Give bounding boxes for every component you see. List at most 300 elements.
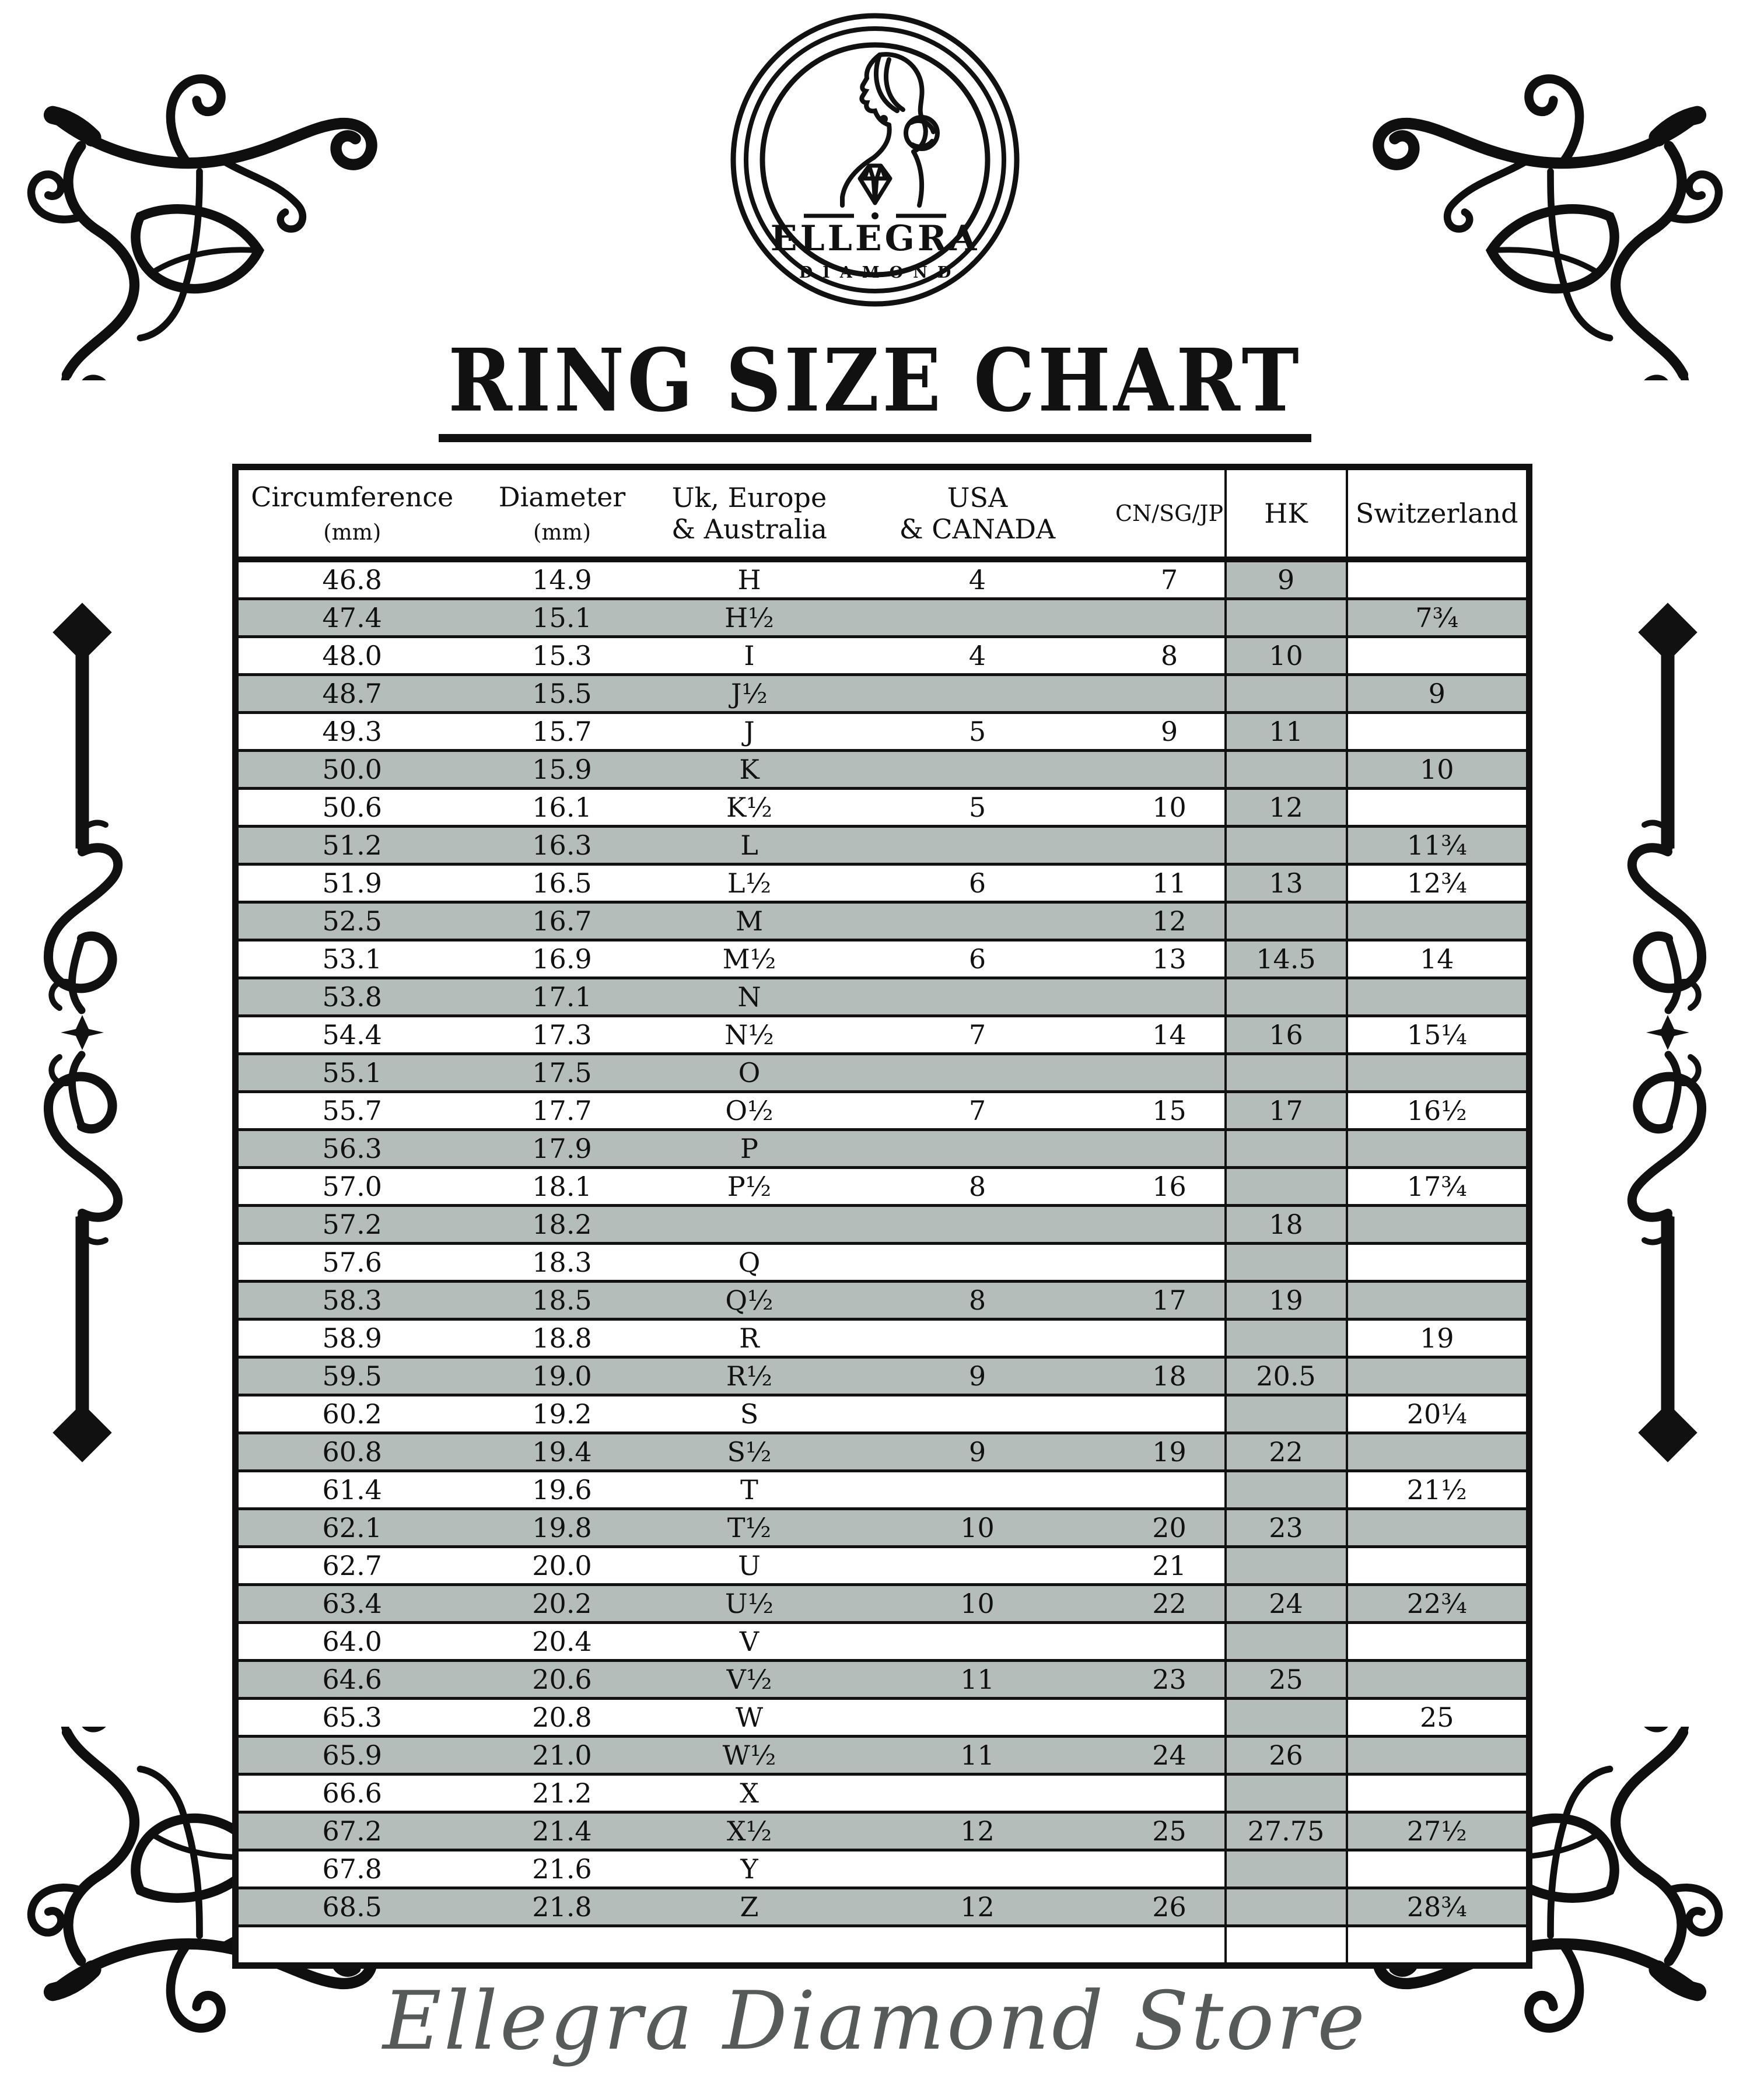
cell-switzerland: 28¾ xyxy=(1347,1888,1530,1926)
cell-uk-europe-australia: J½ xyxy=(659,675,841,713)
cell-cn-sg-jp xyxy=(1115,1623,1226,1661)
cell-hk xyxy=(1226,978,1347,1016)
cell-circumference-mm: 60.8 xyxy=(236,1433,466,1471)
cell-usa-canada: 10 xyxy=(841,1509,1115,1547)
cell-switzerland xyxy=(1347,1130,1530,1168)
table-row xyxy=(236,675,1530,713)
cell-diameter-mm: 20.2 xyxy=(466,1585,659,1623)
cell-circumference-mm: 67.2 xyxy=(236,1812,466,1850)
cell-uk-europe-australia: R xyxy=(659,1320,841,1357)
cell-cn-sg-jp xyxy=(1115,1206,1226,1244)
table-row xyxy=(236,1926,1530,1966)
cell-cn-sg-jp xyxy=(1115,1320,1226,1357)
cell-circumference-mm: 57.0 xyxy=(236,1168,466,1206)
table-row xyxy=(236,1812,1530,1850)
cell-switzerland: 21½ xyxy=(1347,1471,1530,1509)
cell-diameter-mm: 21.0 xyxy=(466,1737,659,1774)
cell-uk-europe-australia: L xyxy=(659,827,841,864)
cell-switzerland: 25 xyxy=(1347,1699,1530,1737)
cell-switzerland: 7¾ xyxy=(1347,599,1530,637)
cell-hk xyxy=(1226,1699,1347,1737)
table-row xyxy=(236,1244,1530,1282)
table-row xyxy=(236,1054,1530,1092)
cell-uk-europe-australia: W½ xyxy=(659,1737,841,1774)
cell-circumference-mm xyxy=(236,1926,466,1966)
cell-circumference-mm: 65.3 xyxy=(236,1699,466,1737)
cell-cn-sg-jp xyxy=(1115,599,1226,637)
cell-switzerland: 27½ xyxy=(1347,1812,1530,1850)
cell-circumference-mm: 59.5 xyxy=(236,1357,466,1395)
cell-uk-europe-australia: R½ xyxy=(659,1357,841,1395)
cell-switzerland xyxy=(1347,559,1530,599)
cell-circumference-mm: 52.5 xyxy=(236,902,466,940)
brand-logo xyxy=(729,12,1021,308)
cell-hk: 24 xyxy=(1226,1585,1347,1623)
cell-circumference-mm: 55.1 xyxy=(236,1054,466,1092)
cell-hk xyxy=(1226,1888,1347,1926)
cell-uk-europe-australia: S½ xyxy=(659,1433,841,1471)
cell-diameter-mm: 17.1 xyxy=(466,978,659,1016)
cell-uk-europe-australia: J xyxy=(659,713,841,751)
cell-usa-canada: 9 xyxy=(841,1433,1115,1471)
cell-cn-sg-jp: 11 xyxy=(1115,864,1226,902)
cell-cn-sg-jp xyxy=(1115,1244,1226,1282)
cell-cn-sg-jp: 8 xyxy=(1115,637,1226,675)
cell-cn-sg-jp: 9 xyxy=(1115,713,1226,751)
header-row xyxy=(236,467,1530,560)
header-diameter: Diameter (mm) xyxy=(466,467,659,560)
logo-brand-subtitle: DIAMOND xyxy=(799,264,961,282)
cell-hk: 13 xyxy=(1226,864,1347,902)
cell-usa-canada xyxy=(841,1926,1115,1966)
cell-circumference-mm: 68.5 xyxy=(236,1888,466,1926)
header-hk: HK xyxy=(1226,467,1347,560)
title-underline xyxy=(439,434,1311,442)
cell-cn-sg-jp: 15 xyxy=(1115,1092,1226,1130)
cell-switzerland: 20¼ xyxy=(1347,1395,1530,1433)
cell-usa-canada: 5 xyxy=(841,713,1115,751)
cell-cn-sg-jp: 24 xyxy=(1115,1737,1226,1774)
cell-hk: 14.5 xyxy=(1226,940,1347,978)
cell-hk xyxy=(1226,1320,1347,1357)
cell-circumference-mm: 48.7 xyxy=(236,675,466,713)
cell-usa-canada xyxy=(841,1206,1115,1244)
cell-switzerland xyxy=(1347,1661,1530,1699)
cell-circumference-mm: 58.3 xyxy=(236,1282,466,1320)
cell-diameter-mm: 18.3 xyxy=(466,1244,659,1282)
page-title: RING SIZE CHART xyxy=(448,330,1302,432)
cell-usa-canada xyxy=(841,1320,1115,1357)
cell-diameter-mm: 19.4 xyxy=(466,1433,659,1471)
cell-hk xyxy=(1226,1471,1347,1509)
cell-diameter-mm: 19.0 xyxy=(466,1357,659,1395)
cell-hk: 25 xyxy=(1226,1661,1347,1699)
cell-cn-sg-jp: 20 xyxy=(1115,1509,1226,1547)
cell-cn-sg-jp: 7 xyxy=(1115,559,1226,599)
cell-hk xyxy=(1226,599,1347,637)
cell-cn-sg-jp: 13 xyxy=(1115,940,1226,978)
cell-cn-sg-jp xyxy=(1115,675,1226,713)
cell-circumference-mm: 58.9 xyxy=(236,1320,466,1357)
cell-diameter-mm: 15.3 xyxy=(466,637,659,675)
table-row xyxy=(236,1320,1530,1357)
cell-uk-europe-australia xyxy=(659,1206,841,1244)
cell-usa-canada xyxy=(841,1130,1115,1168)
cell-switzerland xyxy=(1347,978,1530,1016)
cell-uk-europe-australia: U xyxy=(659,1547,841,1585)
cell-uk-europe-australia: L½ xyxy=(659,864,841,902)
cell-diameter-mm xyxy=(466,1926,659,1966)
cell-usa-canada: 10 xyxy=(841,1585,1115,1623)
cell-uk-europe-australia: N½ xyxy=(659,1016,841,1054)
cell-switzerland xyxy=(1347,1774,1530,1812)
cell-switzerland xyxy=(1347,1357,1530,1395)
cell-switzerland xyxy=(1347,1206,1530,1244)
cell-switzerland xyxy=(1347,1282,1530,1320)
cell-diameter-mm: 19.2 xyxy=(466,1395,659,1433)
cell-circumference-mm: 63.4 xyxy=(236,1585,466,1623)
cell-usa-canada: 12 xyxy=(841,1812,1115,1850)
table-body xyxy=(236,559,1530,1966)
cell-diameter-mm: 17.3 xyxy=(466,1016,659,1054)
cell-uk-europe-australia: W xyxy=(659,1699,841,1737)
table-row xyxy=(236,1661,1530,1699)
cell-diameter-mm: 17.5 xyxy=(466,1054,659,1092)
ring-size-table xyxy=(232,464,1532,1969)
cell-cn-sg-jp: 17 xyxy=(1115,1282,1226,1320)
cell-circumference-mm: 60.2 xyxy=(236,1395,466,1433)
header-circumference: Circumference (mm) xyxy=(236,467,466,560)
cell-usa-canada xyxy=(841,1623,1115,1661)
cell-usa-canada: 4 xyxy=(841,637,1115,675)
cell-hk xyxy=(1226,1547,1347,1585)
cell-hk: 11 xyxy=(1226,713,1347,751)
cell-diameter-mm: 19.8 xyxy=(466,1509,659,1547)
cell-diameter-mm: 21.4 xyxy=(466,1812,659,1850)
cell-usa-canada: 11 xyxy=(841,1737,1115,1774)
cell-switzerland xyxy=(1347,1433,1530,1471)
cell-usa-canada xyxy=(841,675,1115,713)
corner-flourish-top-left-icon xyxy=(13,30,386,380)
cell-cn-sg-jp: 10 xyxy=(1115,789,1226,827)
cell-hk xyxy=(1226,827,1347,864)
cell-diameter-mm: 16.9 xyxy=(466,940,659,978)
cell-uk-europe-australia: M xyxy=(659,902,841,940)
cell-circumference-mm: 54.4 xyxy=(236,1016,466,1054)
cell-circumference-mm: 46.8 xyxy=(236,559,466,599)
table-row xyxy=(236,1168,1530,1206)
logo-brand-name: ELLEGRA xyxy=(770,218,980,259)
cell-circumference-mm: 53.1 xyxy=(236,940,466,978)
table-row xyxy=(236,1282,1530,1320)
cell-switzerland xyxy=(1347,1509,1530,1547)
table-row xyxy=(236,559,1530,599)
cell-switzerland: 12¾ xyxy=(1347,864,1530,902)
cell-circumference-mm: 67.8 xyxy=(236,1850,466,1888)
cell-diameter-mm: 18.1 xyxy=(466,1168,659,1206)
cell-circumference-mm: 66.6 xyxy=(236,1774,466,1812)
side-divider-left-icon xyxy=(33,600,132,1510)
cell-hk: 16 xyxy=(1226,1016,1347,1054)
cell-cn-sg-jp: 19 xyxy=(1115,1433,1226,1471)
cell-circumference-mm: 61.4 xyxy=(236,1471,466,1509)
cell-hk xyxy=(1226,1850,1347,1888)
cell-usa-canada xyxy=(841,827,1115,864)
cell-usa-canada xyxy=(841,599,1115,637)
cell-uk-europe-australia: P xyxy=(659,1130,841,1168)
cell-usa-canada: 8 xyxy=(841,1282,1115,1320)
table-row xyxy=(236,1850,1530,1888)
table-row xyxy=(236,599,1530,637)
cell-cn-sg-jp xyxy=(1115,1054,1226,1092)
table-row xyxy=(236,1395,1530,1433)
cell-uk-europe-australia: Q xyxy=(659,1244,841,1282)
cell-usa-canada: 6 xyxy=(841,940,1115,978)
cell-switzerland xyxy=(1347,1926,1530,1966)
cell-circumference-mm: 62.1 xyxy=(236,1509,466,1547)
cell-usa-canada: 7 xyxy=(841,1016,1115,1054)
cell-circumference-mm: 50.0 xyxy=(236,751,466,789)
cell-diameter-mm: 16.1 xyxy=(466,789,659,827)
cell-switzerland xyxy=(1347,1623,1530,1661)
cell-diameter-mm: 15.5 xyxy=(466,675,659,713)
cell-cn-sg-jp: 12 xyxy=(1115,902,1226,940)
cell-uk-europe-australia: V xyxy=(659,1623,841,1661)
cell-switzerland: 15¼ xyxy=(1347,1016,1530,1054)
cell-usa-canada xyxy=(841,1395,1115,1433)
cell-usa-canada xyxy=(841,1244,1115,1282)
table-row xyxy=(236,789,1530,827)
cell-usa-canada xyxy=(841,902,1115,940)
cell-hk xyxy=(1226,675,1347,713)
cell-hk xyxy=(1226,1130,1347,1168)
cell-cn-sg-jp: 25 xyxy=(1115,1812,1226,1850)
cell-hk: 22 xyxy=(1226,1433,1347,1471)
cell-diameter-mm: 20.8 xyxy=(466,1699,659,1737)
cell-cn-sg-jp: 21 xyxy=(1115,1547,1226,1585)
cell-uk-europe-australia: O½ xyxy=(659,1092,841,1130)
cell-hk: 9 xyxy=(1226,559,1347,599)
cell-switzerland: 9 xyxy=(1347,675,1530,713)
cell-hk xyxy=(1226,902,1347,940)
cell-uk-europe-australia: S xyxy=(659,1395,841,1433)
cell-switzerland xyxy=(1347,902,1530,940)
table-row xyxy=(236,827,1530,864)
table-row xyxy=(236,940,1530,978)
cell-hk xyxy=(1226,1395,1347,1433)
cell-usa-canada: 12 xyxy=(841,1888,1115,1926)
cell-circumference-mm: 48.0 xyxy=(236,637,466,675)
cell-circumference-mm: 55.7 xyxy=(236,1092,466,1130)
cell-switzerland xyxy=(1347,637,1530,675)
table-row xyxy=(236,902,1530,940)
cell-uk-europe-australia xyxy=(659,1926,841,1966)
cell-uk-europe-australia: P½ xyxy=(659,1168,841,1206)
table-row xyxy=(236,1623,1530,1661)
cell-uk-europe-australia: K xyxy=(659,751,841,789)
cell-uk-europe-australia: T½ xyxy=(659,1509,841,1547)
corner-flourish-top-right-icon xyxy=(1364,30,1737,380)
table-row xyxy=(236,1130,1530,1168)
cell-diameter-mm: 20.6 xyxy=(466,1661,659,1699)
cell-diameter-mm: 21.2 xyxy=(466,1774,659,1812)
cell-diameter-mm: 14.9 xyxy=(466,559,659,599)
cell-diameter-mm: 15.9 xyxy=(466,751,659,789)
cell-circumference-mm: 57.2 xyxy=(236,1206,466,1244)
cell-hk: 10 xyxy=(1226,637,1347,675)
header-cn-sg-jp: CN/SG/JP xyxy=(1115,467,1226,560)
cell-uk-europe-australia: M½ xyxy=(659,940,841,978)
cell-diameter-mm: 16.3 xyxy=(466,827,659,864)
cell-cn-sg-jp xyxy=(1115,1130,1226,1168)
cell-uk-europe-australia: U½ xyxy=(659,1585,841,1623)
cell-diameter-mm: 21.8 xyxy=(466,1888,659,1926)
header-uk-europe-australia: Uk, Europe & Australia xyxy=(659,467,841,560)
cell-circumference-mm: 56.3 xyxy=(236,1130,466,1168)
cell-cn-sg-jp: 18 xyxy=(1115,1357,1226,1395)
table-row xyxy=(236,1888,1530,1926)
cell-circumference-mm: 49.3 xyxy=(236,713,466,751)
cell-cn-sg-jp xyxy=(1115,751,1226,789)
cell-uk-europe-australia: V½ xyxy=(659,1661,841,1699)
cell-uk-europe-australia: N xyxy=(659,978,841,1016)
cell-diameter-mm: 18.5 xyxy=(466,1282,659,1320)
cell-usa-canada xyxy=(841,1054,1115,1092)
cell-circumference-mm: 50.6 xyxy=(236,789,466,827)
cell-uk-europe-australia: O xyxy=(659,1054,841,1092)
cell-switzerland: 16½ xyxy=(1347,1092,1530,1130)
cell-switzerland: 10 xyxy=(1347,751,1530,789)
cell-usa-canada: 8 xyxy=(841,1168,1115,1206)
table-row xyxy=(236,864,1530,902)
cell-circumference-mm: 51.2 xyxy=(236,827,466,864)
cell-circumference-mm: 57.6 xyxy=(236,1244,466,1282)
cell-uk-europe-australia: K½ xyxy=(659,789,841,827)
table-row xyxy=(236,978,1530,1016)
side-divider-right-icon xyxy=(1618,600,1717,1510)
table-row xyxy=(236,1433,1530,1471)
cell-hk: 12 xyxy=(1226,789,1347,827)
cell-usa-canada xyxy=(841,751,1115,789)
cell-switzerland: 11¾ xyxy=(1347,827,1530,864)
cell-diameter-mm: 16.7 xyxy=(466,902,659,940)
cell-cn-sg-jp xyxy=(1115,1926,1226,1966)
table-row xyxy=(236,751,1530,789)
cell-switzerland xyxy=(1347,1054,1530,1092)
cell-usa-canada xyxy=(841,1471,1115,1509)
cell-diameter-mm: 21.6 xyxy=(466,1850,659,1888)
cell-cn-sg-jp: 14 xyxy=(1115,1016,1226,1054)
cell-usa-canada: 7 xyxy=(841,1092,1115,1130)
cell-hk: 20.5 xyxy=(1226,1357,1347,1395)
table-row xyxy=(236,1471,1530,1509)
cell-diameter-mm: 17.7 xyxy=(466,1092,659,1130)
header-usa-canada: USA & CANADA xyxy=(841,467,1115,560)
table-row xyxy=(236,1737,1530,1774)
cell-switzerland xyxy=(1347,1850,1530,1888)
table-row xyxy=(236,1547,1530,1585)
cell-usa-canada xyxy=(841,1547,1115,1585)
cell-cn-sg-jp: 23 xyxy=(1115,1661,1226,1699)
cell-switzerland: 17¾ xyxy=(1347,1168,1530,1206)
cell-hk xyxy=(1226,1774,1347,1812)
cell-cn-sg-jp xyxy=(1115,1395,1226,1433)
cell-diameter-mm: 16.5 xyxy=(466,864,659,902)
table-row xyxy=(236,1206,1530,1244)
cell-diameter-mm: 15.1 xyxy=(466,599,659,637)
cell-hk: 18 xyxy=(1226,1206,1347,1244)
table-row xyxy=(236,1016,1530,1054)
cell-diameter-mm: 18.8 xyxy=(466,1320,659,1357)
cell-uk-europe-australia: Y xyxy=(659,1850,841,1888)
cell-usa-canada: 11 xyxy=(841,1661,1115,1699)
cell-hk xyxy=(1226,1926,1347,1966)
cell-hk xyxy=(1226,1054,1347,1092)
table-row xyxy=(236,1774,1530,1812)
cell-cn-sg-jp xyxy=(1115,1850,1226,1888)
cell-uk-europe-australia: Z xyxy=(659,1888,841,1926)
cell-hk xyxy=(1226,1244,1347,1282)
cell-switzerland: 14 xyxy=(1347,940,1530,978)
cell-cn-sg-jp xyxy=(1115,1774,1226,1812)
table-row xyxy=(236,713,1530,751)
cell-cn-sg-jp xyxy=(1115,827,1226,864)
header-switzerland: Switzerland xyxy=(1347,467,1530,560)
cell-uk-europe-australia: H½ xyxy=(659,599,841,637)
cell-usa-canada xyxy=(841,978,1115,1016)
cell-switzerland: 22¾ xyxy=(1347,1585,1530,1623)
cell-hk: 26 xyxy=(1226,1737,1347,1774)
cell-cn-sg-jp: 22 xyxy=(1115,1585,1226,1623)
cell-diameter-mm: 15.7 xyxy=(466,713,659,751)
cell-hk: 23 xyxy=(1226,1509,1347,1547)
cell-diameter-mm: 20.4 xyxy=(466,1623,659,1661)
cell-uk-europe-australia: T xyxy=(659,1471,841,1509)
cell-circumference-mm: 53.8 xyxy=(236,978,466,1016)
cell-uk-europe-australia: X xyxy=(659,1774,841,1812)
cell-usa-canada: 6 xyxy=(841,864,1115,902)
cell-hk: 17 xyxy=(1226,1092,1347,1130)
cell-usa-canada xyxy=(841,1699,1115,1737)
cell-circumference-mm: 64.6 xyxy=(236,1661,466,1699)
cell-hk: 19 xyxy=(1226,1282,1347,1320)
cell-uk-europe-australia: I xyxy=(659,637,841,675)
cell-switzerland xyxy=(1347,1547,1530,1585)
table-row xyxy=(236,1699,1530,1737)
cell-usa-canada: 4 xyxy=(841,559,1115,599)
cell-hk xyxy=(1226,1168,1347,1206)
cell-diameter-mm: 17.9 xyxy=(466,1130,659,1168)
cell-cn-sg-jp xyxy=(1115,978,1226,1016)
table-row xyxy=(236,637,1530,675)
cell-usa-canada: 9 xyxy=(841,1357,1115,1395)
table-row xyxy=(236,1509,1530,1547)
cell-cn-sg-jp xyxy=(1115,1471,1226,1509)
cell-cn-sg-jp xyxy=(1115,1699,1226,1737)
cell-usa-canada xyxy=(841,1850,1115,1888)
cell-switzerland xyxy=(1347,1737,1530,1774)
cell-circumference-mm: 51.9 xyxy=(236,864,466,902)
cell-cn-sg-jp: 16 xyxy=(1115,1168,1226,1206)
cell-uk-europe-australia: X½ xyxy=(659,1812,841,1850)
table-row xyxy=(236,1092,1530,1130)
table-row xyxy=(236,1357,1530,1395)
cell-hk: 27.75 xyxy=(1226,1812,1347,1850)
cell-circumference-mm: 62.7 xyxy=(236,1547,466,1585)
cell-circumference-mm: 47.4 xyxy=(236,599,466,637)
cell-usa-canada xyxy=(841,1774,1115,1812)
cell-diameter-mm: 18.2 xyxy=(466,1206,659,1244)
